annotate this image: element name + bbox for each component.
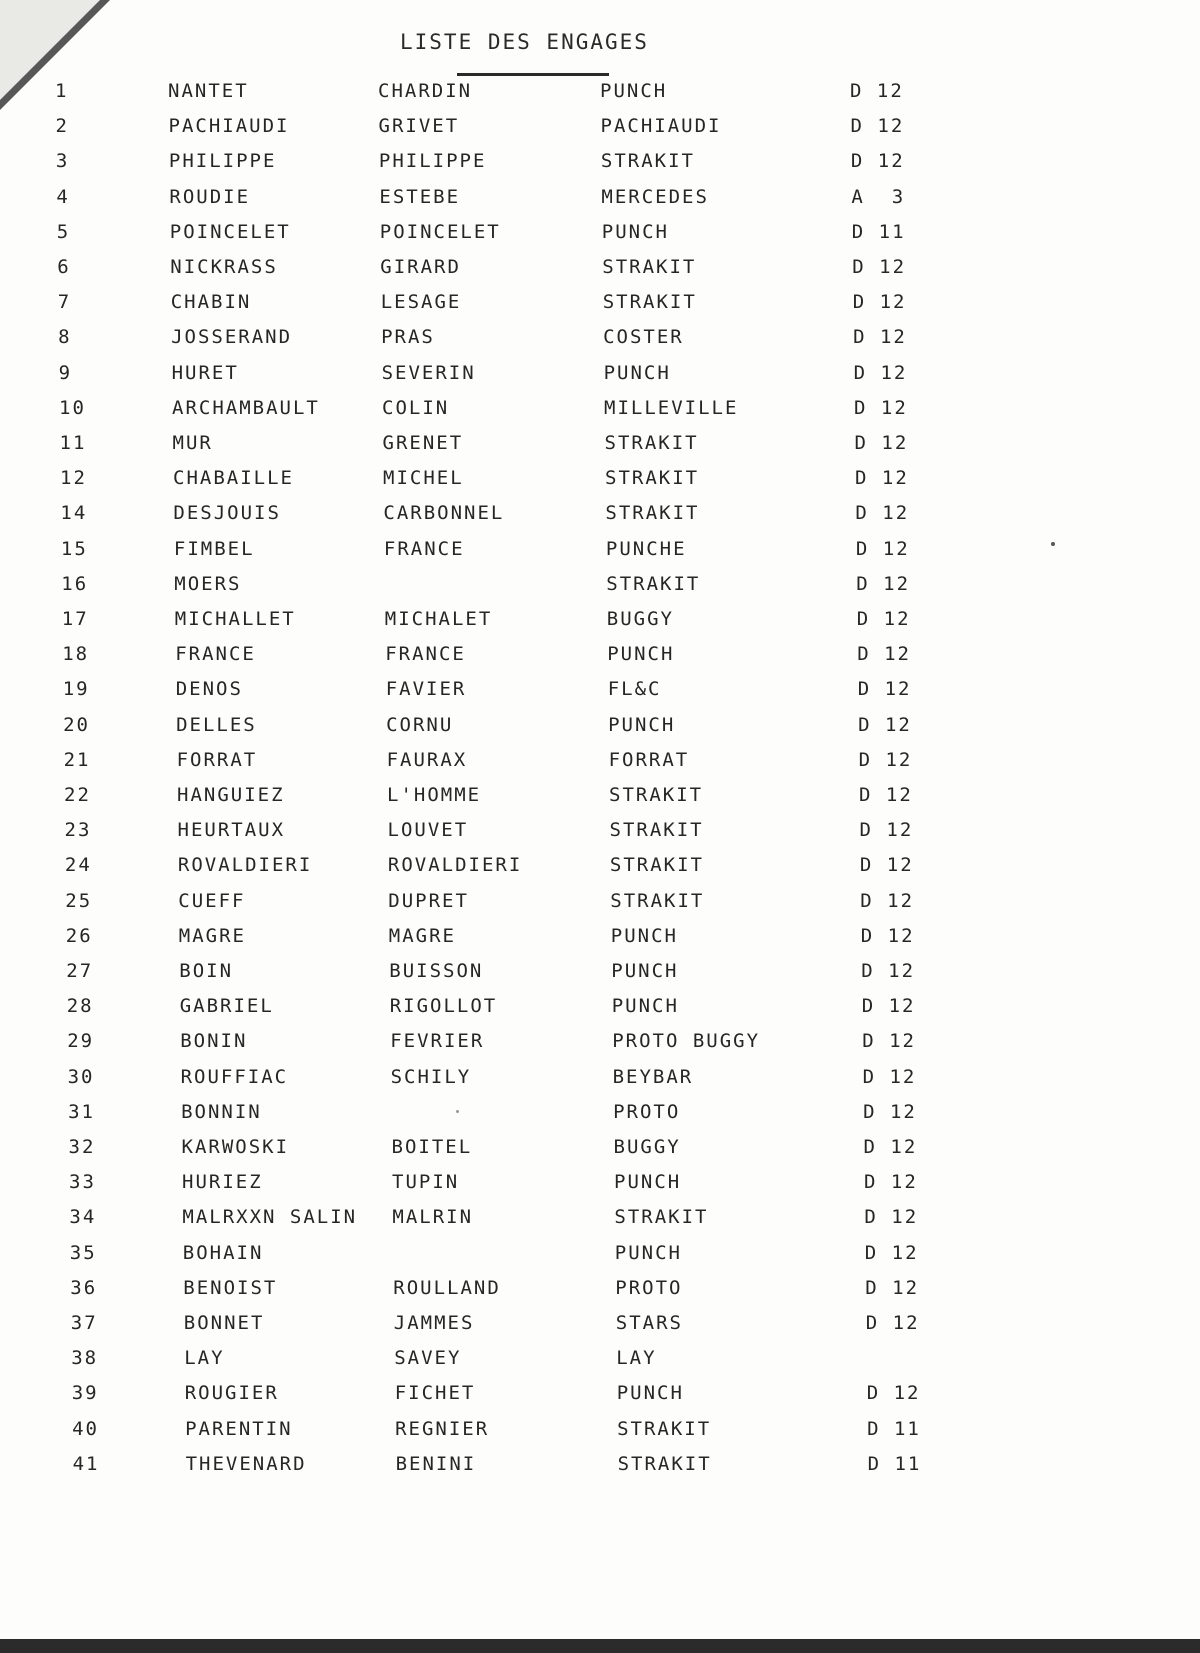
entry-car: PUNCHE — [605, 537, 687, 560]
entry-class: D 12 — [860, 924, 915, 947]
entry-number: 33 — [69, 1171, 96, 1194]
entry-car: PUNCH — [614, 1241, 683, 1264]
entry-row — [0, 115, 1200, 145]
entry-copilot: MAGRE — [388, 924, 457, 947]
entry-number: 10 — [59, 396, 86, 419]
entry-row — [0, 80, 1200, 110]
entry-class: D 12 — [852, 256, 907, 278]
entry-row — [0, 397, 1200, 427]
entry-number: 40 — [72, 1417, 99, 1440]
entry-copilot: REGNIER — [395, 1417, 490, 1440]
entry-class: D 12 — [859, 819, 914, 842]
entry-class: D 12 — [859, 854, 914, 877]
entry-car: MERCEDES — [601, 185, 709, 208]
entry-pilot: BONNIN — [181, 1100, 262, 1123]
entry-copilot: BUISSON — [389, 960, 484, 982]
entry-copilot: FRANCE — [385, 643, 466, 666]
entry-pilot: PARENTIN — [185, 1417, 293, 1440]
entry-car: STRAKIT — [604, 432, 699, 454]
entry-car: PUNCH — [614, 1171, 682, 1194]
entry-pilot: DENOS — [175, 678, 243, 701]
entry-pilot: THEVENARD — [185, 1452, 307, 1475]
entry-copilot: FAURAX — [386, 748, 468, 771]
entry-pilot: PACHIAUDI — [168, 115, 290, 138]
entry-number: 21 — [63, 748, 91, 771]
entry-car: BEYBAR — [612, 1065, 694, 1088]
entry-copilot: FAVIER — [385, 678, 467, 701]
entry-pilot: HURIEZ — [182, 1171, 263, 1194]
entry-car: PROTO — [615, 1276, 683, 1299]
entry-number: 37 — [70, 1312, 98, 1334]
entry-car: STRAKIT — [617, 1417, 712, 1440]
entry-car: PUNCH — [611, 995, 679, 1018]
entry-row — [0, 573, 1200, 603]
entry-class: D 12 — [855, 502, 910, 525]
entry-row — [0, 1206, 1200, 1236]
entry-copilot: FEVRIER — [390, 1030, 485, 1053]
entry-class: D 12 — [865, 1312, 920, 1334]
entry-pilot: MALRXXN SALIN — [182, 1206, 358, 1229]
entry-car: STRAKIT — [610, 889, 705, 912]
entry-car: PUNCH — [607, 643, 675, 666]
entry-copilot: GRIVET — [378, 115, 460, 138]
entry-row — [0, 362, 1200, 392]
entry-row — [0, 186, 1200, 216]
entry-row — [0, 1171, 1200, 1201]
entry-number: 32 — [68, 1136, 96, 1158]
entry-row — [0, 1136, 1200, 1166]
entry-copilot: SAVEY — [394, 1347, 462, 1370]
entry-pilot: HEURTAUX — [177, 819, 286, 842]
entry-copilot: MICHEL — [383, 467, 464, 490]
entry-pilot: BOHAIN — [182, 1241, 264, 1264]
entry-pilot: MICHALLET — [174, 608, 296, 630]
entry-car: BUGGY — [606, 608, 675, 630]
entry-row — [0, 749, 1200, 779]
entry-pilot: GABRIEL — [179, 995, 274, 1018]
entry-row — [0, 925, 1200, 955]
entry-pilot: BOIN — [179, 960, 234, 982]
entry-class: D 12 — [850, 80, 904, 102]
entry-number: 39 — [71, 1382, 99, 1405]
entry-row — [0, 784, 1200, 814]
entry-pilot: KARWOSKI — [181, 1136, 290, 1158]
entry-copilot: ROVALDIERI — [387, 854, 523, 877]
entry-number: 22 — [64, 784, 91, 806]
entry-number: 27 — [66, 960, 94, 982]
entry-copilot: MICHALET — [384, 608, 493, 630]
entry-number: 1 — [55, 80, 69, 102]
entry-car: PUNCH — [600, 80, 668, 102]
entry-car: STRAKIT — [602, 291, 697, 314]
entry-class: D 12 — [856, 572, 911, 595]
entry-number: 15 — [60, 537, 88, 560]
entry-car: FL&C — [607, 678, 662, 701]
entry-car: COSTER — [603, 326, 684, 349]
entry-pilot: MUR — [172, 432, 213, 454]
entry-copilot: RIGOLLOT — [389, 995, 498, 1018]
entry-pilot: FRANCE — [175, 643, 256, 666]
entry-row — [0, 1101, 1200, 1131]
entry-row — [0, 150, 1200, 180]
entry-number: 26 — [65, 924, 93, 947]
entry-number: 19 — [62, 678, 90, 701]
entry-number: 30 — [67, 1065, 95, 1088]
entry-class: D 12 — [854, 396, 908, 419]
entry-row — [0, 1453, 1200, 1483]
entry-number: 29 — [67, 1030, 95, 1053]
paper-speck — [456, 1110, 459, 1113]
entry-copilot: JAMMES — [393, 1312, 475, 1334]
entry-pilot: NANTET — [168, 80, 249, 102]
paper-speck — [1051, 542, 1055, 546]
entry-car: PROTO — [613, 1100, 681, 1123]
entry-car: PACHIAUDI — [600, 115, 722, 138]
entry-car: PUNCH — [601, 220, 670, 243]
entry-pilot: BONIN — [180, 1030, 248, 1053]
entry-row — [0, 467, 1200, 497]
entry-row — [0, 995, 1200, 1025]
entry-pilot: CHABAILLE — [173, 467, 294, 490]
entry-copilot: ESTEBE — [379, 185, 461, 208]
entry-copilot: MALRIN — [392, 1206, 474, 1229]
entry-row — [0, 326, 1200, 356]
entry-row — [0, 1066, 1200, 1096]
entry-copilot: TUPIN — [392, 1171, 460, 1194]
entry-class: A 3 — [851, 185, 906, 208]
entry-copilot: CORNU — [386, 713, 454, 736]
entry-number: 35 — [69, 1241, 97, 1264]
entry-car: STRAKIT — [617, 1452, 712, 1475]
entry-row — [0, 1277, 1200, 1307]
entry-number: 16 — [61, 572, 89, 595]
entry-number: 34 — [69, 1206, 97, 1229]
scan-edge — [0, 1639, 1200, 1653]
entry-copilot: CARBONNEL — [383, 502, 505, 525]
entry-pilot: HANGUIEZ — [177, 784, 285, 806]
entry-class: D 12 — [850, 115, 905, 138]
entry-number: 31 — [68, 1100, 95, 1123]
entry-number: 25 — [65, 889, 93, 912]
entry-number: 38 — [71, 1347, 99, 1370]
entry-copilot: LESAGE — [380, 291, 462, 314]
entry-row — [0, 854, 1200, 884]
entry-copilot: LOUVET — [387, 819, 469, 842]
title-underline — [457, 73, 609, 76]
entry-class: D 12 — [859, 784, 913, 806]
entry-class: D 11 — [867, 1417, 921, 1440]
entry-car: LAY — [616, 1347, 657, 1370]
entry-pilot: BONNET — [183, 1312, 265, 1334]
entry-copilot: PRAS — [381, 326, 435, 349]
entry-class: D 12 — [857, 643, 911, 666]
entry-row — [0, 502, 1200, 532]
entry-pilot: DELLES — [176, 713, 257, 736]
entry-row — [0, 1312, 1200, 1342]
entry-pilot: DESJOUIS — [173, 502, 281, 525]
entry-class: D 12 — [864, 1241, 919, 1264]
entry-row — [0, 432, 1200, 462]
entry-car: PUNCH — [616, 1382, 684, 1405]
entry-car: MILLEVILLE — [604, 396, 739, 419]
entry-car: STRAKIT — [606, 572, 701, 595]
entry-copilot: COLIN — [382, 396, 450, 419]
entry-car: STRAKIT — [600, 150, 695, 173]
entry-class: D 12 — [860, 889, 915, 912]
entry-class: D 12 — [855, 467, 909, 490]
entry-number: 41 — [72, 1452, 100, 1475]
entry-car: STRAKIT — [602, 256, 697, 278]
entry-class: D 12 — [862, 1030, 916, 1053]
entry-pilot: ARCHAMBAULT — [172, 396, 320, 419]
entry-pilot: ROVALDIERI — [177, 854, 313, 877]
entry-number: 36 — [70, 1276, 98, 1299]
entry-class: D 12 — [861, 960, 916, 982]
entry-pilot: LAY — [184, 1347, 225, 1370]
entry-copilot: DUPRET — [388, 889, 469, 912]
entry-car: PUNCH — [603, 361, 671, 384]
entry-car: STRAKIT — [614, 1206, 709, 1229]
entry-class: D 12 — [864, 1206, 919, 1229]
entry-pilot: CHABIN — [170, 291, 252, 314]
entry-number: 4 — [56, 185, 70, 208]
entry-copilot: BOITEL — [391, 1136, 473, 1158]
entry-class: D 12 — [856, 608, 911, 630]
entry-class: D 12 — [863, 1100, 917, 1123]
entry-copilot: PHILIPPE — [378, 150, 487, 173]
entry-pilot: ROUDIE — [169, 185, 251, 208]
entry-car: STRAKIT — [609, 854, 704, 877]
entry-row — [0, 1418, 1200, 1448]
entry-class: D 12 — [865, 1276, 920, 1299]
entry-number: 28 — [66, 995, 94, 1018]
entry-car: BUGGY — [613, 1136, 681, 1158]
entry-number: 2 — [55, 115, 69, 138]
entry-car: STRAKIT — [605, 502, 700, 525]
entry-copilot: ROULLAND — [393, 1276, 501, 1299]
entry-car: PROTO BUGGY — [612, 1030, 761, 1053]
entry-row — [0, 643, 1200, 673]
entry-number: 5 — [56, 220, 71, 243]
entry-car: STRAKIT — [605, 467, 700, 490]
entry-pilot: FORRAT — [176, 748, 258, 771]
entry-pilot: JOSSERAND — [171, 326, 293, 349]
entry-pilot: ROUGIER — [184, 1382, 279, 1405]
entry-class: D 12 — [861, 995, 916, 1018]
entry-pilot: FIMBEL — [173, 537, 255, 560]
entry-row — [0, 291, 1200, 321]
entry-class: D 12 — [852, 291, 907, 314]
entry-car: FORRAT — [608, 748, 690, 771]
entry-number: 12 — [60, 467, 87, 490]
entry-number: 3 — [55, 150, 70, 173]
entry-number: 7 — [57, 291, 72, 314]
entry-copilot: L'HOMME — [387, 784, 482, 806]
entry-row — [0, 256, 1200, 286]
entry-pilot: NICKRASS — [170, 256, 278, 278]
entry-number: 8 — [58, 326, 72, 349]
entry-row — [0, 1030, 1200, 1060]
entry-row — [0, 819, 1200, 849]
entry-pilot: HURET — [171, 361, 239, 384]
entry-class: D 12 — [855, 537, 910, 560]
entry-car: STRAKIT — [609, 784, 704, 806]
entry-copilot: SCHILY — [390, 1065, 472, 1088]
entry-pilot: CUEFF — [178, 889, 246, 912]
entry-row — [0, 221, 1200, 251]
entry-pilot: ROUFFIAC — [180, 1065, 289, 1088]
entry-pilot: BENOIST — [183, 1276, 278, 1299]
entry-class: D 12 — [854, 432, 909, 454]
entry-pilot: MAGRE — [178, 924, 247, 947]
entry-car: PUNCH — [608, 713, 676, 736]
entry-pilot: PHILIPPE — [168, 150, 277, 173]
entry-class: D 12 — [853, 326, 907, 349]
entry-number: 14 — [60, 502, 88, 525]
document-title: LISTE DES ENGAGES — [400, 30, 649, 54]
entry-class: D 12 — [858, 748, 913, 771]
entry-row — [0, 1242, 1200, 1272]
entry-row — [0, 890, 1200, 920]
entry-number: 20 — [63, 713, 90, 736]
entry-class: D 11 — [851, 220, 906, 243]
entry-class: D 12 — [858, 713, 912, 736]
entry-car: PUNCH — [610, 924, 679, 947]
entry-car: PUNCH — [611, 960, 679, 982]
entry-copilot: GRENET — [382, 432, 464, 454]
entry-class: D 12 — [857, 678, 912, 701]
entry-car: STARS — [615, 1312, 684, 1334]
entry-row — [0, 1347, 1200, 1377]
entry-row — [0, 538, 1200, 568]
entry-pilot: POINCELET — [169, 220, 291, 243]
entry-class: D 12 — [862, 1065, 917, 1088]
entry-number: 18 — [62, 643, 90, 666]
entry-copilot: FRANCE — [383, 537, 465, 560]
entry-number: 24 — [64, 854, 92, 877]
entry-car: STRAKIT — [609, 819, 704, 842]
entry-row — [0, 960, 1200, 990]
entry-row — [0, 608, 1200, 638]
entry-copilot: SEVERIN — [381, 361, 476, 384]
entry-number: 23 — [64, 819, 92, 842]
entry-number: 9 — [58, 361, 73, 384]
entry-pilot: MOERS — [174, 572, 242, 595]
entry-row — [0, 678, 1200, 708]
entry-class: D 12 — [866, 1382, 921, 1405]
entry-row — [0, 714, 1200, 744]
entry-class: D 11 — [867, 1452, 922, 1475]
entry-number: 11 — [59, 432, 87, 454]
entry-copilot: POINCELET — [379, 220, 501, 243]
entry-copilot: CHARDIN — [378, 80, 473, 102]
entry-number: 17 — [61, 608, 89, 630]
entry-class: D 12 — [850, 150, 905, 173]
entry-class: D 12 — [863, 1136, 918, 1158]
entry-class: D 12 — [864, 1171, 918, 1194]
entry-class: D 12 — [853, 361, 908, 384]
entry-row — [0, 1382, 1200, 1412]
entry-copilot: FICHET — [394, 1382, 476, 1405]
entry-copilot: BENINI — [395, 1452, 477, 1475]
entry-number: 6 — [57, 256, 71, 278]
entry-copilot: GIRARD — [380, 256, 461, 278]
